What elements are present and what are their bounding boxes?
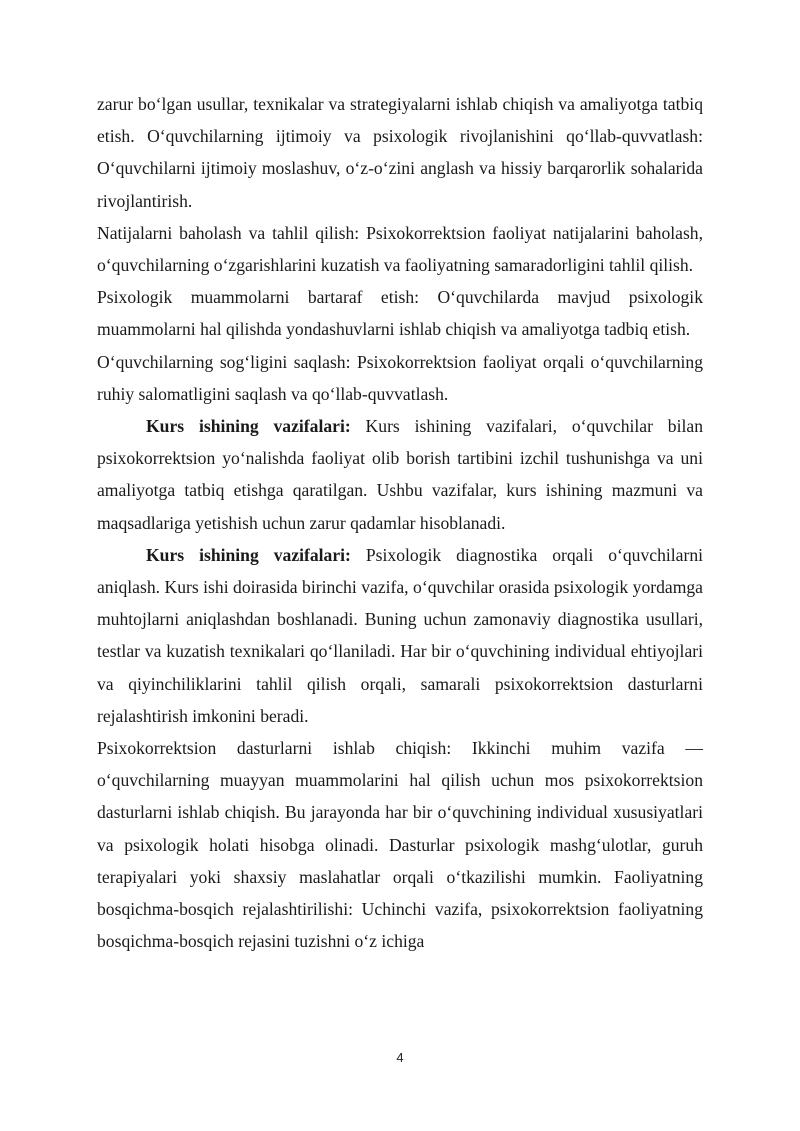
paragraph-health: O‘quvchilarning sog‘ligini saqlash: Psixokorrektsion faoliyat orqali o‘quvchilarning ruhiy salomatligini saqlash va qo‘llab-quvvatlash. <box>97 351 703 404</box>
heading-tasks-2: Kurs ishining vazifalari: <box>146 544 351 565</box>
paragraph-tasks-2-text: Psixologik diagnostika orqali o‘quvchilarni aniqlash. Kurs ishi doirasida birinchi vazifa, o‘quvchilar orasida psixologik yordamga muhtojlarni aniqlashdan boshlanadi. Buning uchun zamonaviy diagnostika usullari, testlar va kuzatish texnikalari qo‘llaniladi. Har bir o‘quvchining individual ehtiyojlari va qiyinchiliklarini tahlil qilish orqali, samarali psixokorrektsion dasturlarni rejalashtirish imkonini beradi. <box>97 544 703 726</box>
heading-tasks-1: Kurs ishining vazifalari: <box>146 416 351 437</box>
paragraph-programs: Psixokorrektsion dasturlarni ishlab chiqish: Ikkinchi muhim vazifa — o‘quvchilarning muayyan muammolarini hal qilish uchun mos psixokorrektsion dasturlarni ishlab chiqish. Bu jarayonda har bir o‘quvchining individual xususiyatlari va psixologik holati hisobga olinadi. Dasturlar psixologik mashg‘ulotlar, guruh terapiyalari yoki shaxsiy maslahatlar orqali o‘tkazilishi mumkin. Faoliyatning bosqichma-bosqich rejalashtirilishi: Uchinchi vazifa, psixokorrektsion faoliyatning bosqichma-bosqich rejasini tuzishni o‘z ichiga <box>97 738 703 952</box>
paragraph-tasks-2 <box>97 539 703 732</box>
paragraph-tasks-1 <box>97 410 703 539</box>
paragraph-intro: zarur bo‘lgan usullar, texnikalar va strategiyalarni ishlab chiqish va amaliyotga tatbiq etish. O‘quvchilarning ijtimoiy va psixologik rivojlanishini qo‘llab-quvvatlash: O‘quvchilarni ijtimoiy moslashuv, o‘z-o‘zini anglash va hissiy barqarorlik sohalarida rivojlantirish. <box>97 94 703 211</box>
paragraph-tasks-1-text: Kurs ishining vazifalari, o‘quvchilar bilan psixokorrektsion yo‘nalishda faoliyat olib borish tartibini izchil tushunishga va uni amaliyotga tatbiq etishga qaratilgan. Ushbu vazifalar, kurs ishining mazmuni va maqsadlariga yetishish uchun zarur qadamlar hisoblanadi. <box>97 416 703 533</box>
paragraph-problems: Psixologik muammolarni bartaraf etish: O‘quvchilarda mavjud psixologik muammolarni hal qilishda yondashuvlarni ishlab chiqish va amaliyotga tadbiq etish. <box>97 287 703 340</box>
document-page <box>97 88 703 957</box>
page-number: 4 <box>396 1050 404 1065</box>
paragraph-evaluation: Natijalarni baholash va tahlil qilish: Psixokorrektsion faoliyat natijalarini baholash, o‘quvchilarning o‘zgarishlarini kuzatish va faoliyatning samaradorligini tahlil qilish. <box>97 222 703 276</box>
